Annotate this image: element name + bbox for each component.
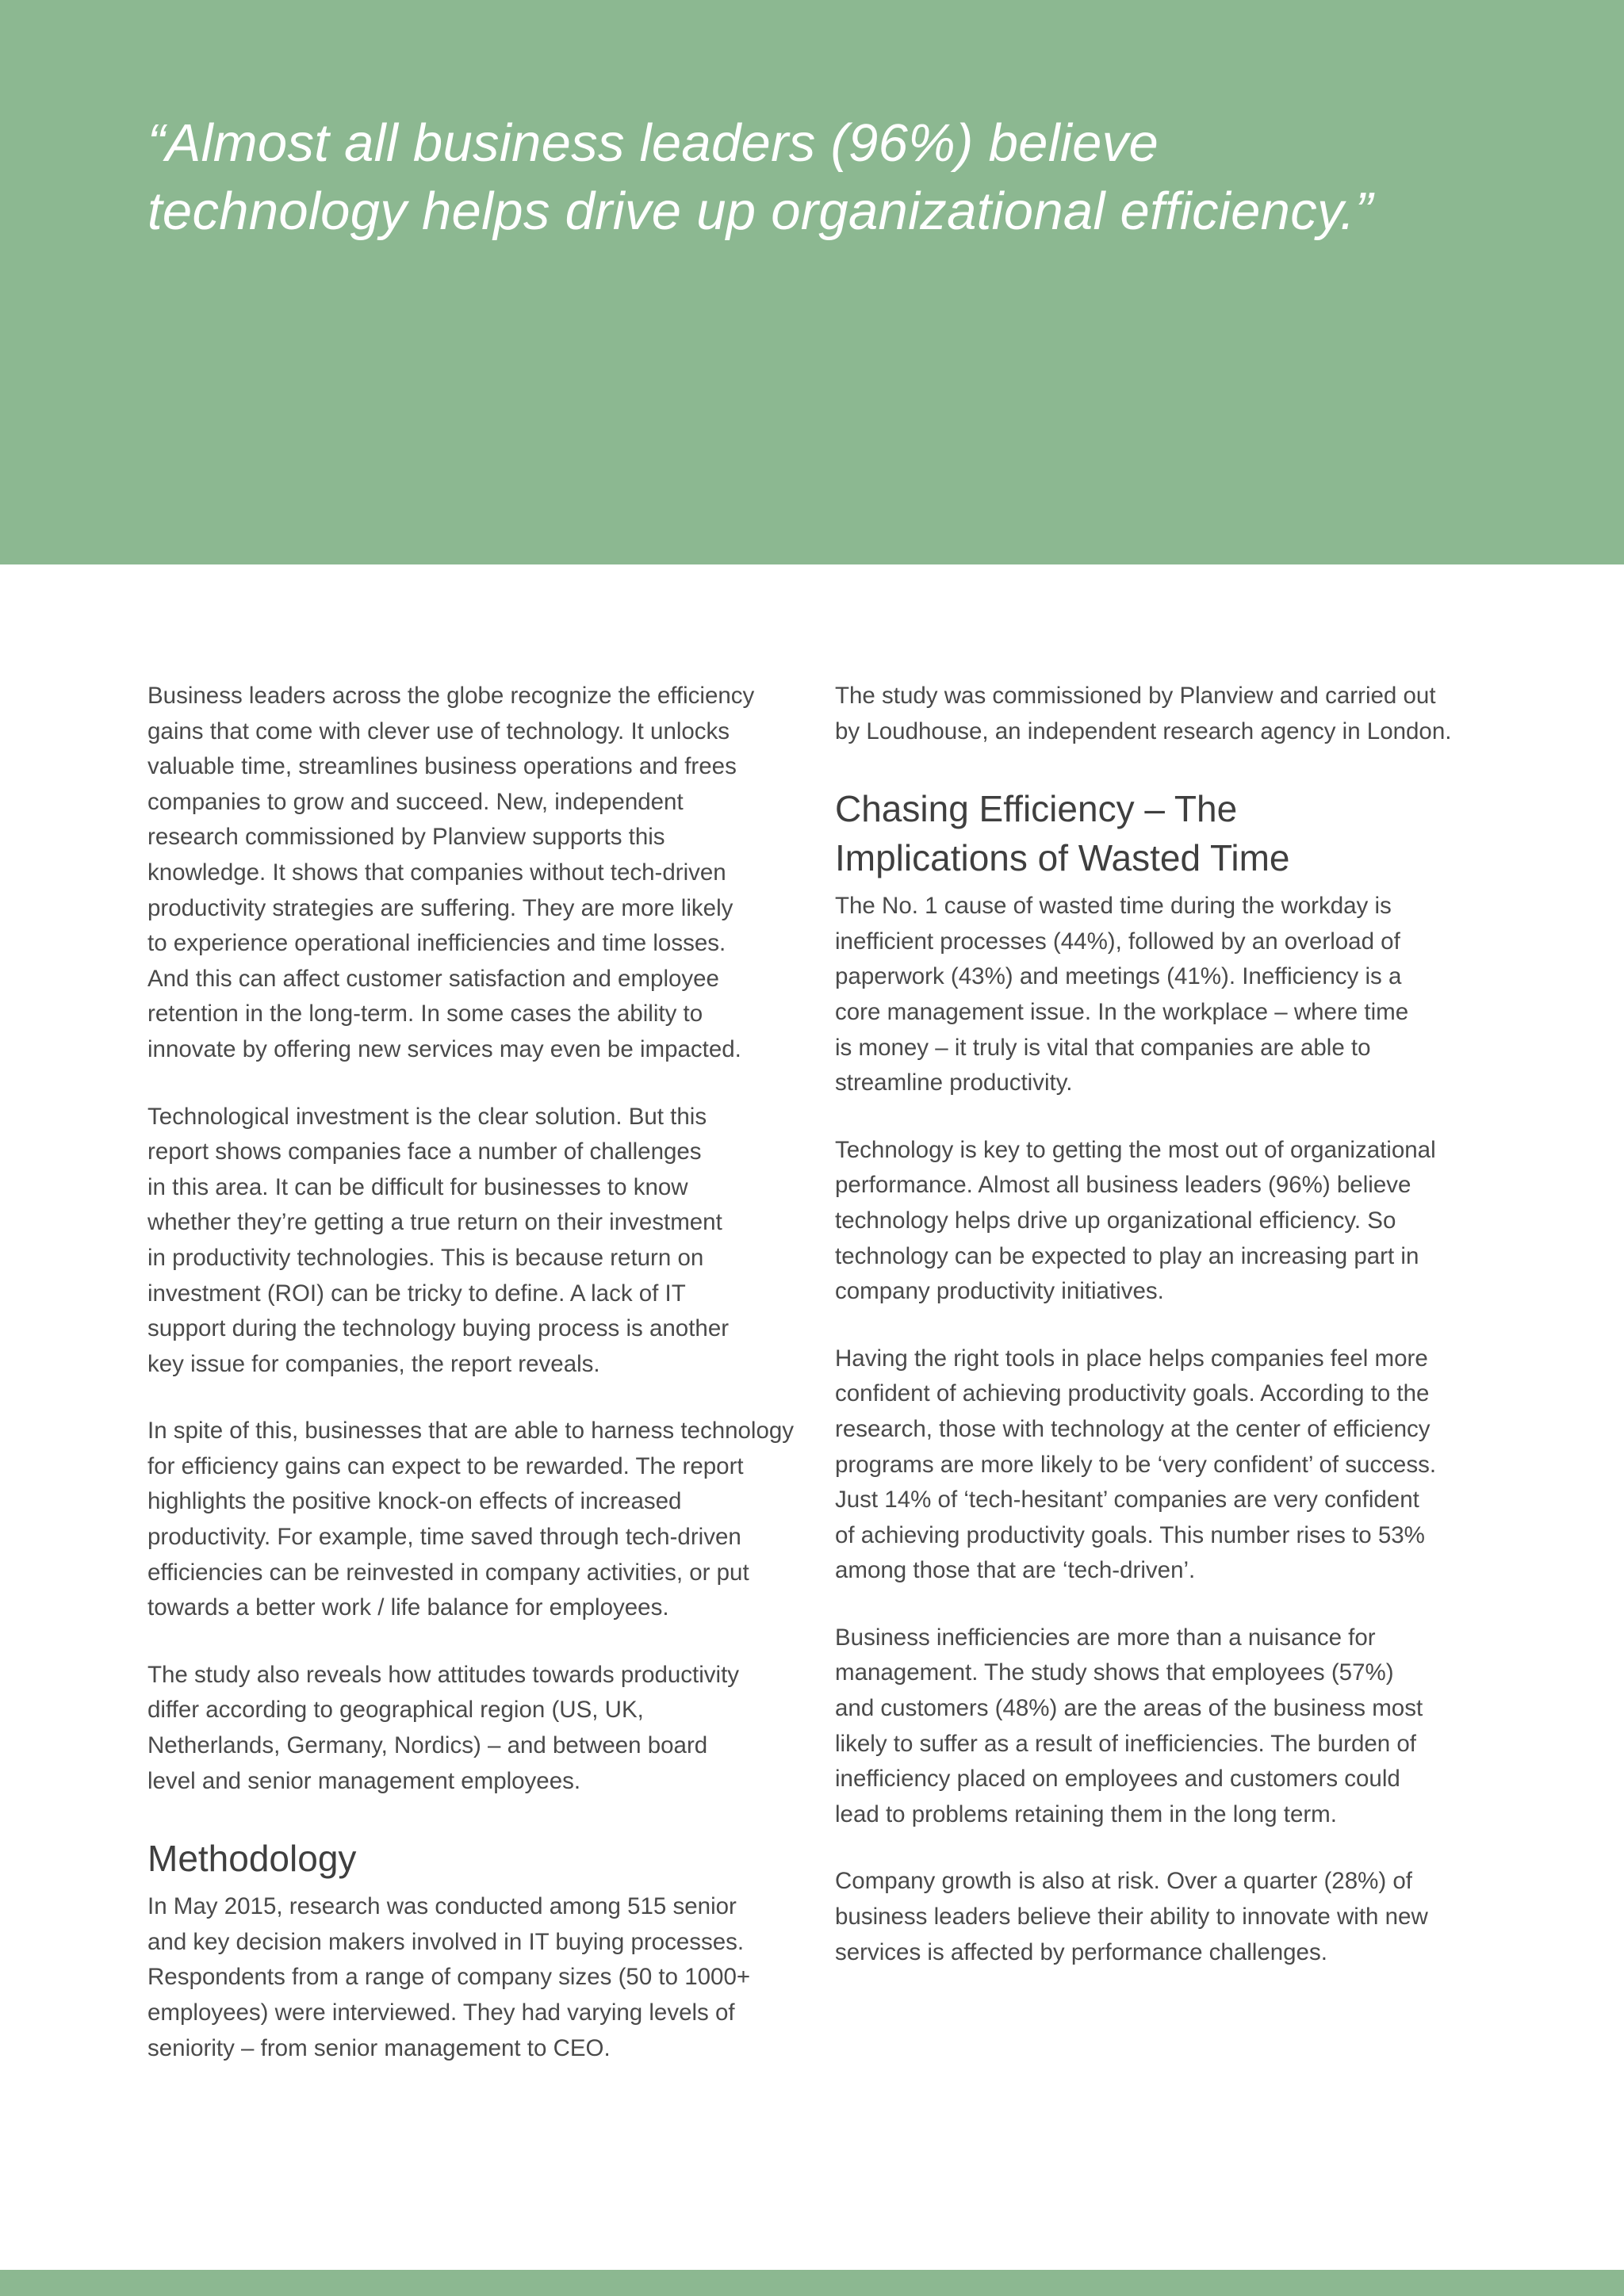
- text-line: towards a better work / life balance for employees.: [147, 1594, 669, 1621]
- text-line: of achieving productivity goals. This number rises to 53%: [835, 1521, 1425, 1548]
- text-line: Business inefficiencies are more than a nuisance for: [835, 1624, 1376, 1651]
- text-line: whether they’re getting a true return on their investment: [147, 1209, 722, 1236]
- text-line: The No. 1 cause of wasted time during the workday is: [835, 893, 1392, 920]
- methodology-heading: Methodology: [147, 1838, 357, 1880]
- body-paragraph: [835, 1864, 1493, 1970]
- text-line: In May 2015, research was conducted among 515 senior: [147, 1893, 737, 1920]
- text-line: Respondents from a range of company sizes (50 to 1000+: [147, 1964, 751, 1991]
- text-line: knowledge. It shows that companies without tech-driven: [147, 859, 726, 886]
- text-line: companies to grow and succeed. New, independent: [147, 788, 684, 815]
- pull-quote-line: technology helps drive up organizational efficiency.”: [147, 182, 1373, 241]
- text-line: confident of achieving productivity goals. According to the: [835, 1380, 1430, 1407]
- text-line: productivity. For example, time saved through tech-driven: [147, 1524, 741, 1551]
- text-line: to experience operational inefficiencies and time losses.: [147, 930, 726, 957]
- intro-paragraph: [147, 679, 798, 1068]
- text-line: And this can affect customer satisfaction and employee: [147, 965, 719, 992]
- text-line: core management issue. In the workplace – where time: [835, 998, 1409, 1025]
- text-line: key issue for companies, the report reveals.: [147, 1350, 600, 1377]
- text-line: seniority – from senior management to CEO.: [147, 2034, 611, 2061]
- quote-banner: [0, 0, 1624, 564]
- pull-quote-line: “Almost all business leaders (96%) believe: [147, 113, 1159, 173]
- text-line: investment (ROI) can be tricky to define. A lack of IT: [147, 1280, 686, 1307]
- body-paragraph: [835, 1621, 1493, 1833]
- body-paragraph: [835, 1133, 1493, 1310]
- text-line: support during the technology buying process is another: [147, 1315, 730, 1342]
- text-line: Just 14% of ‘tech-hesitant’ companies are very confident: [835, 1487, 1419, 1513]
- text-line: Having the right tools in place helps companies feel more: [835, 1345, 1428, 1372]
- heading-line: Implications of Wasted Time: [835, 837, 1290, 879]
- text-line: Netherlands, Germany, Nordics) – and between board: [147, 1732, 708, 1759]
- body-paragraph: [835, 1341, 1493, 1589]
- right-column: [835, 679, 1493, 2002]
- text-line: Business leaders across the globe recognize the efficiency: [147, 683, 755, 709]
- text-line: technology can be expected to play an increasing part in: [835, 1242, 1419, 1269]
- text-line: management. The study shows that employees (57%): [835, 1659, 1394, 1686]
- text-line: valuable time, streamlines business operations and frees: [147, 753, 737, 780]
- chasing-efficiency-heading: [835, 784, 1493, 882]
- left-column: [147, 679, 798, 2098]
- text-line: differ according to geographical region (US, UK,: [147, 1697, 644, 1724]
- text-line: for efficiency gains can expect to be rewarded. The report: [147, 1452, 744, 1479]
- methodology-paragraph: [147, 1889, 798, 2066]
- body-paragraph: [835, 889, 1493, 1101]
- text-line: paperwork (43%) and meetings (41%). Inefficiency is a: [835, 963, 1402, 990]
- text-line: streamline productivity.: [835, 1070, 1073, 1096]
- text-line: In spite of this, businesses that are able to harness technology: [147, 1418, 795, 1445]
- text-line: is money – it truly is vital that companies are able to: [835, 1034, 1371, 1061]
- text-line: gains that come with clever use of technology. It unlocks: [147, 718, 730, 744]
- text-line: inefficient processes (44%), followed by an overload of: [835, 928, 1400, 955]
- text-line: and key decision makers involved in IT buying processes.: [147, 1928, 745, 1955]
- text-line: productivity strategies are suffering. They are more likely: [147, 894, 733, 921]
- heading-line: Chasing Efficiency – The: [835, 788, 1238, 830]
- text-line: among those that are ‘tech-driven’.: [835, 1557, 1196, 1584]
- text-line: business leaders believe their ability to innovate with new: [835, 1904, 1428, 1931]
- text-line: retention in the long-term. In some cases the ability to: [147, 1001, 703, 1027]
- text-line: innovate by offering new services may even be impacted.: [147, 1035, 741, 1062]
- body-paragraph: [147, 1100, 798, 1383]
- footer-accent-bar: [0, 2270, 1624, 2296]
- text-line: by Loudhouse, an independent research agency in London.: [835, 718, 1452, 744]
- text-line: employees) were interviewed. They had varying levels of: [147, 1999, 735, 2026]
- text-line: Technology is key to getting the most out of organizational: [835, 1136, 1436, 1163]
- text-line: in this area. It can be difficult for businesses to know: [147, 1173, 688, 1200]
- text-line: services is affected by performance challenges.: [835, 1938, 1327, 1965]
- text-line: performance. Almost all business leaders (96%) believe: [835, 1172, 1411, 1199]
- text-line: The study was commissioned by Planview and carried out: [835, 683, 1436, 709]
- text-line: and customers (48%) are the areas of the business most: [835, 1695, 1423, 1722]
- text-line: research commissioned by Planview supports this: [147, 824, 665, 851]
- text-line: research, those with technology at the center of efficiency: [835, 1415, 1431, 1442]
- text-line: Technological investment is the clear solution. But this: [147, 1103, 707, 1130]
- text-line: programs are more likely to be ‘very confident’ of success.: [835, 1451, 1437, 1478]
- body-paragraph: [147, 1414, 798, 1626]
- text-line: lead to problems retaining them in the long term.: [835, 1800, 1337, 1827]
- text-line: likely to suffer as a result of inefficiencies. The burden of: [835, 1730, 1416, 1757]
- text-line: Company growth is also at risk. Over a quarter (28%) of: [835, 1868, 1412, 1895]
- text-line: efficiencies can be reinvested in company activities, or put: [147, 1559, 749, 1586]
- text-line: The study also reveals how attitudes towards productivity: [147, 1661, 740, 1688]
- text-line: inefficiency placed on employees and customers could: [835, 1766, 1400, 1793]
- text-line: company productivity initiatives.: [835, 1278, 1164, 1305]
- text-line: in productivity technologies. This is because return on: [147, 1244, 704, 1271]
- body-paragraph: [835, 679, 1493, 749]
- pull-quote: [147, 109, 1511, 246]
- text-line: report shows companies face a number of challenges: [147, 1138, 702, 1165]
- body-paragraph: [147, 1658, 798, 1799]
- text-line: highlights the positive knock-on effects of increased: [147, 1488, 682, 1515]
- text-line: level and senior management employees.: [147, 1767, 581, 1794]
- text-line: technology helps drive up organizational efficiency. So: [835, 1207, 1396, 1234]
